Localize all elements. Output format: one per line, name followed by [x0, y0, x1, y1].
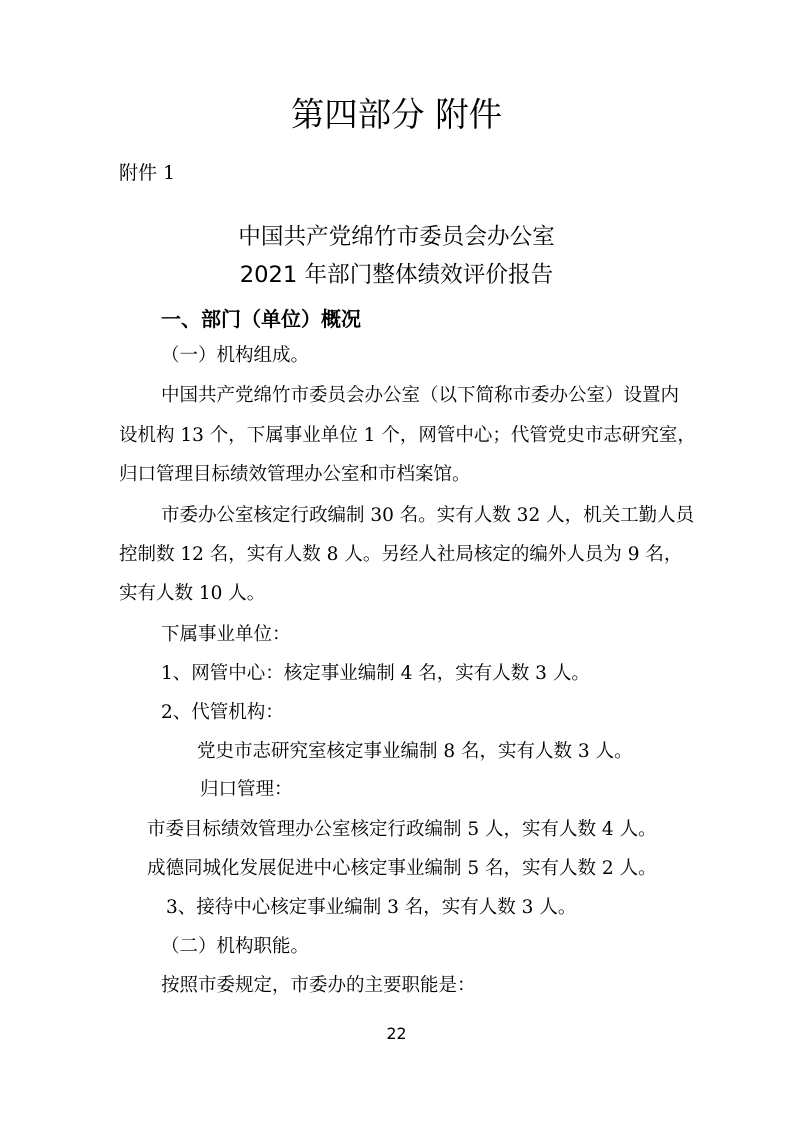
page-number: 22 — [386, 1024, 407, 1043]
item-2: 2、代管机构： — [161, 702, 284, 723]
item-3: 3、接待中心核定事业编制 3 名，实有人数 3 人。 — [166, 897, 577, 918]
subsection-heading-2: （二）机构职能。 — [161, 936, 310, 957]
paragraph-1-line-1: 中国共产党绵竹市委员会办公室（以下简称市委办公室）设置内 — [161, 385, 680, 406]
paragraph-1-line-2: 设机构 13 个，下属事业单位 1 个，网管中心；代管党史市志研究室， — [119, 425, 696, 446]
section-heading: 一、部门（单位）概况 — [161, 307, 361, 331]
functions-intro: 按照市委规定，市委办的主要职能是： — [161, 975, 476, 996]
report-title-line-1: 中国共产党绵竹市委员会办公室 — [238, 224, 555, 250]
managed-label: 归口管理： — [200, 779, 293, 800]
managed-item-1: 市委目标绩效管理办公室核定行政编制 5 人，实有人数 4 人。 — [147, 819, 657, 840]
attachment-label: 附件 1 — [119, 162, 176, 184]
subsection-heading-1: （一）机构组成。 — [161, 345, 310, 366]
report-title-line-2: 2021 年部门整体绩效评价报告 — [239, 262, 554, 288]
paragraph-2-line-3: 实有人数 10 人。 — [119, 583, 266, 604]
paragraph-2-line-2: 控制数 12 名，实有人数 8 人。另经人社局核定的编外人员为 9 名， — [119, 544, 683, 565]
managed-item-2: 成德同城化发展促进中心核定事业编制 5 名，实有人数 2 人。 — [147, 858, 657, 879]
paragraph-1-line-3: 归口管理目标绩效管理办公室和市档案馆。 — [119, 464, 471, 485]
subordinate-units-label: 下属事业单位： — [161, 624, 291, 645]
item-2-detail: 党史市志研究室核定事业编制 8 名，实有人数 3 人。 — [197, 741, 633, 762]
part-title: 第四部分 附件 — [290, 95, 503, 134]
item-1: 1、网管中心：核定事业编制 4 名，实有人数 3 人。 — [161, 663, 590, 684]
paragraph-2-line-1: 市委办公室核定行政编制 30 名。实有人数 32 人，机关工勤人员 — [161, 505, 695, 526]
